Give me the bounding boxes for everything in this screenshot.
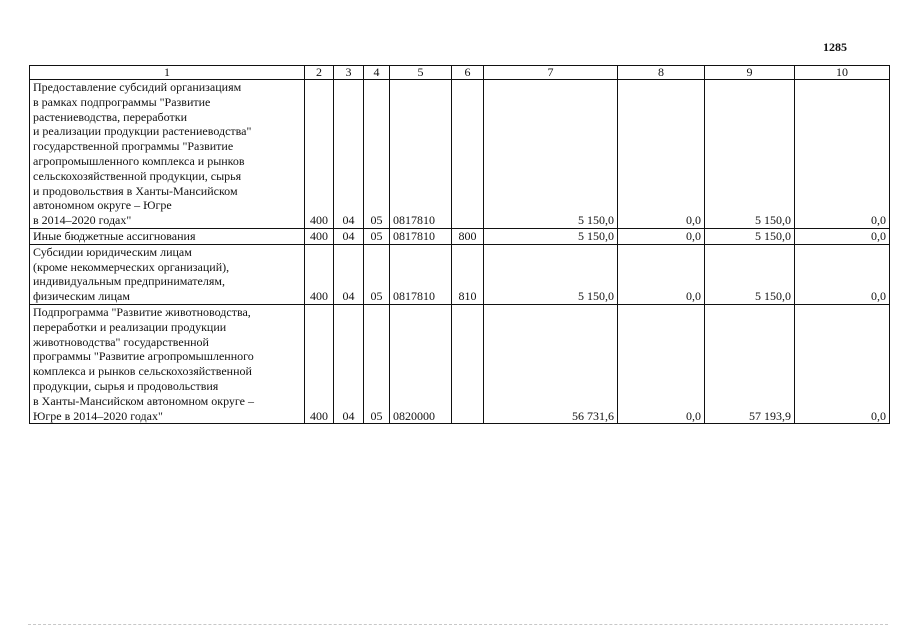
table-header-row bbox=[30, 66, 890, 80]
column-header: 10 bbox=[795, 66, 890, 80]
column-header: 8 bbox=[618, 66, 705, 80]
table-row bbox=[30, 244, 890, 304]
cell-target-article: 0817810 bbox=[390, 228, 452, 244]
cell-section: 04 bbox=[334, 244, 364, 304]
cell-subsection: 05 bbox=[364, 228, 390, 244]
cell-amount: 5 150,0 bbox=[705, 80, 795, 229]
cell-section: 04 bbox=[334, 228, 364, 244]
table-row bbox=[30, 228, 890, 244]
cell-amount: 57 193,9 bbox=[705, 304, 795, 423]
column-header: 5 bbox=[390, 66, 452, 80]
cell-amount: 5 150,0 bbox=[484, 228, 618, 244]
cell-admin-code: 400 bbox=[305, 228, 334, 244]
cell-subsection: 05 bbox=[364, 304, 390, 423]
column-header: 3 bbox=[334, 66, 364, 80]
cell-expense-type bbox=[452, 304, 484, 423]
cell-amount: 0,0 bbox=[795, 80, 890, 229]
cell-subsection: 05 bbox=[364, 244, 390, 304]
cell-expense-type: 810 bbox=[452, 244, 484, 304]
cell-subsection: 05 bbox=[364, 80, 390, 229]
cell-amount: 0,0 bbox=[618, 228, 705, 244]
cell-amount: 5 150,0 bbox=[705, 244, 795, 304]
cell-admin-code: 400 bbox=[305, 244, 334, 304]
cell-section: 04 bbox=[334, 80, 364, 229]
cell-admin-code: 400 bbox=[305, 304, 334, 423]
row-description: Иные бюджетные ассигнования bbox=[30, 228, 305, 244]
table-row bbox=[30, 80, 890, 229]
page-number: 1285 bbox=[823, 40, 847, 54]
cell-expense-type: 800 bbox=[452, 228, 484, 244]
row-description: Подпрограмма "Развитие животноводства, переработки и реализации продукции животноводства" государственной программы "Развитие агропромышленного комплекса и рынков сельскохозяйственной продукции, сырья и продовольствия в Ханты-Мансийском автономном округе – Югре в 2014–2020 годах" bbox=[30, 304, 305, 423]
cell-amount: 5 150,0 bbox=[484, 80, 618, 229]
cell-amount: 0,0 bbox=[618, 244, 705, 304]
row-description: Предоставление субсидий организациям в рамках подпрограммы "Развитие растениеводства, переработки и реализации продукции растениеводства" государственной программы "Развитие агропромышленного комплекса и рынков сельскохозяйственной продукции, сырья и продовольствия в Ханты-Мансийском автономном округе – Югре в 2014–2020 годах" bbox=[30, 80, 305, 229]
budget-table bbox=[29, 65, 890, 424]
column-header: 7 bbox=[484, 66, 618, 80]
cell-amount: 5 150,0 bbox=[705, 228, 795, 244]
table-row bbox=[30, 304, 890, 423]
cell-amount: 0,0 bbox=[618, 304, 705, 423]
column-header: 1 bbox=[30, 66, 305, 80]
cell-expense-type bbox=[452, 80, 484, 229]
cell-admin-code: 400 bbox=[305, 80, 334, 229]
cell-target-article: 0820000 bbox=[390, 304, 452, 423]
cell-amount: 5 150,0 bbox=[484, 244, 618, 304]
cell-amount: 56 731,6 bbox=[484, 304, 618, 423]
cell-target-article: 0817810 bbox=[390, 80, 452, 229]
scan-artifact-line bbox=[28, 624, 888, 625]
cell-amount: 0,0 bbox=[795, 244, 890, 304]
cell-section: 04 bbox=[334, 304, 364, 423]
column-header: 4 bbox=[364, 66, 390, 80]
cell-amount: 0,0 bbox=[618, 80, 705, 229]
row-description: Субсидии юридическим лицам (кроме некоммерческих организаций), индивидуальным предпринимателям, физическим лицам bbox=[30, 244, 305, 304]
column-header: 2 bbox=[305, 66, 334, 80]
column-header: 9 bbox=[705, 66, 795, 80]
cell-amount: 0,0 bbox=[795, 304, 890, 423]
cell-target-article: 0817810 bbox=[390, 244, 452, 304]
cell-amount: 0,0 bbox=[795, 228, 890, 244]
column-header: 6 bbox=[452, 66, 484, 80]
